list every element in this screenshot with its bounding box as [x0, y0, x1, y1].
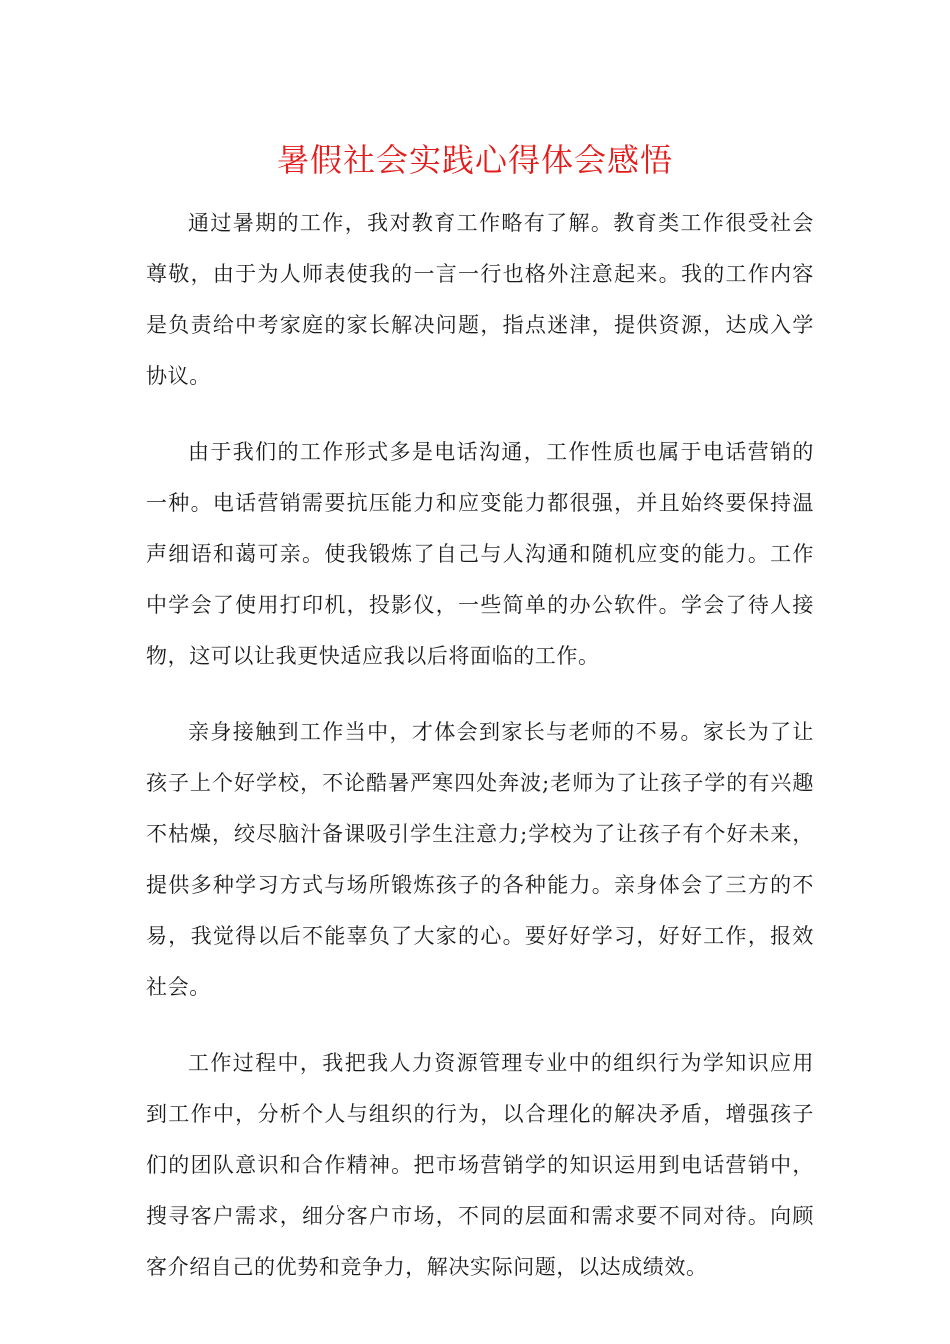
paragraph-2: 由于我们的工作形式多是电话沟通，工作性质也属于电话营销的一种。电话营销需要抗压能力和应变能力都很强，并且始终要保持温声细语和蔼可亲。使我锻炼了自己与人沟通和随机应变的能力。工作中学会了使用打印机，投影仪，一些简单的办公软件。学会了待人接物，这可以让我更快适应我以后将面临的工作。 — [146, 440, 814, 668]
paragraph-4: 工作过程中，我把我人力资源管理专业中的组织行为学知识应用到工作中，分析个人与组织的行为，以合理化的解决矛盾，增强孩子们的团队意识和合作精神。把市场营销学的知识运用到电话营销中，搜寻客户需求，细分客户市场，不同的层面和需求要不同对待。向顾客介绍自己的优势和竞争力，解决实际问题，以达成绩效。 — [146, 1051, 814, 1279]
document-title: 暑假社会实践心得体会感悟 — [276, 141, 673, 179]
paragraph-1: 通过暑期的工作，我对教育工作略有了解。教育类工作很受社会尊敬，由于为人师表使我的一言一行也格外注意起来。我的工作内容是负责给中考家庭的家长解决问题，指点迷津，提供资源，达成入学协议。 — [146, 211, 814, 388]
paragraph-3: 亲身接触到工作当中，才体会到家长与老师的不易。家长为了让孩子上个好学校，不论酷暑严寒四处奔波;老师为了让孩子学的有兴趣不枯燥，绞尽脑汁备课吸引学生注意力;学校为了让孩子有个好未来，提供多种学习方式与场所锻炼孩子的各种能力。亲身体会了三方的不易，我觉得以后不能辜负了大家的心。要好好学习，好好工作，报效社会。 — [146, 720, 814, 999]
document-body — [146, 198, 814, 1318]
